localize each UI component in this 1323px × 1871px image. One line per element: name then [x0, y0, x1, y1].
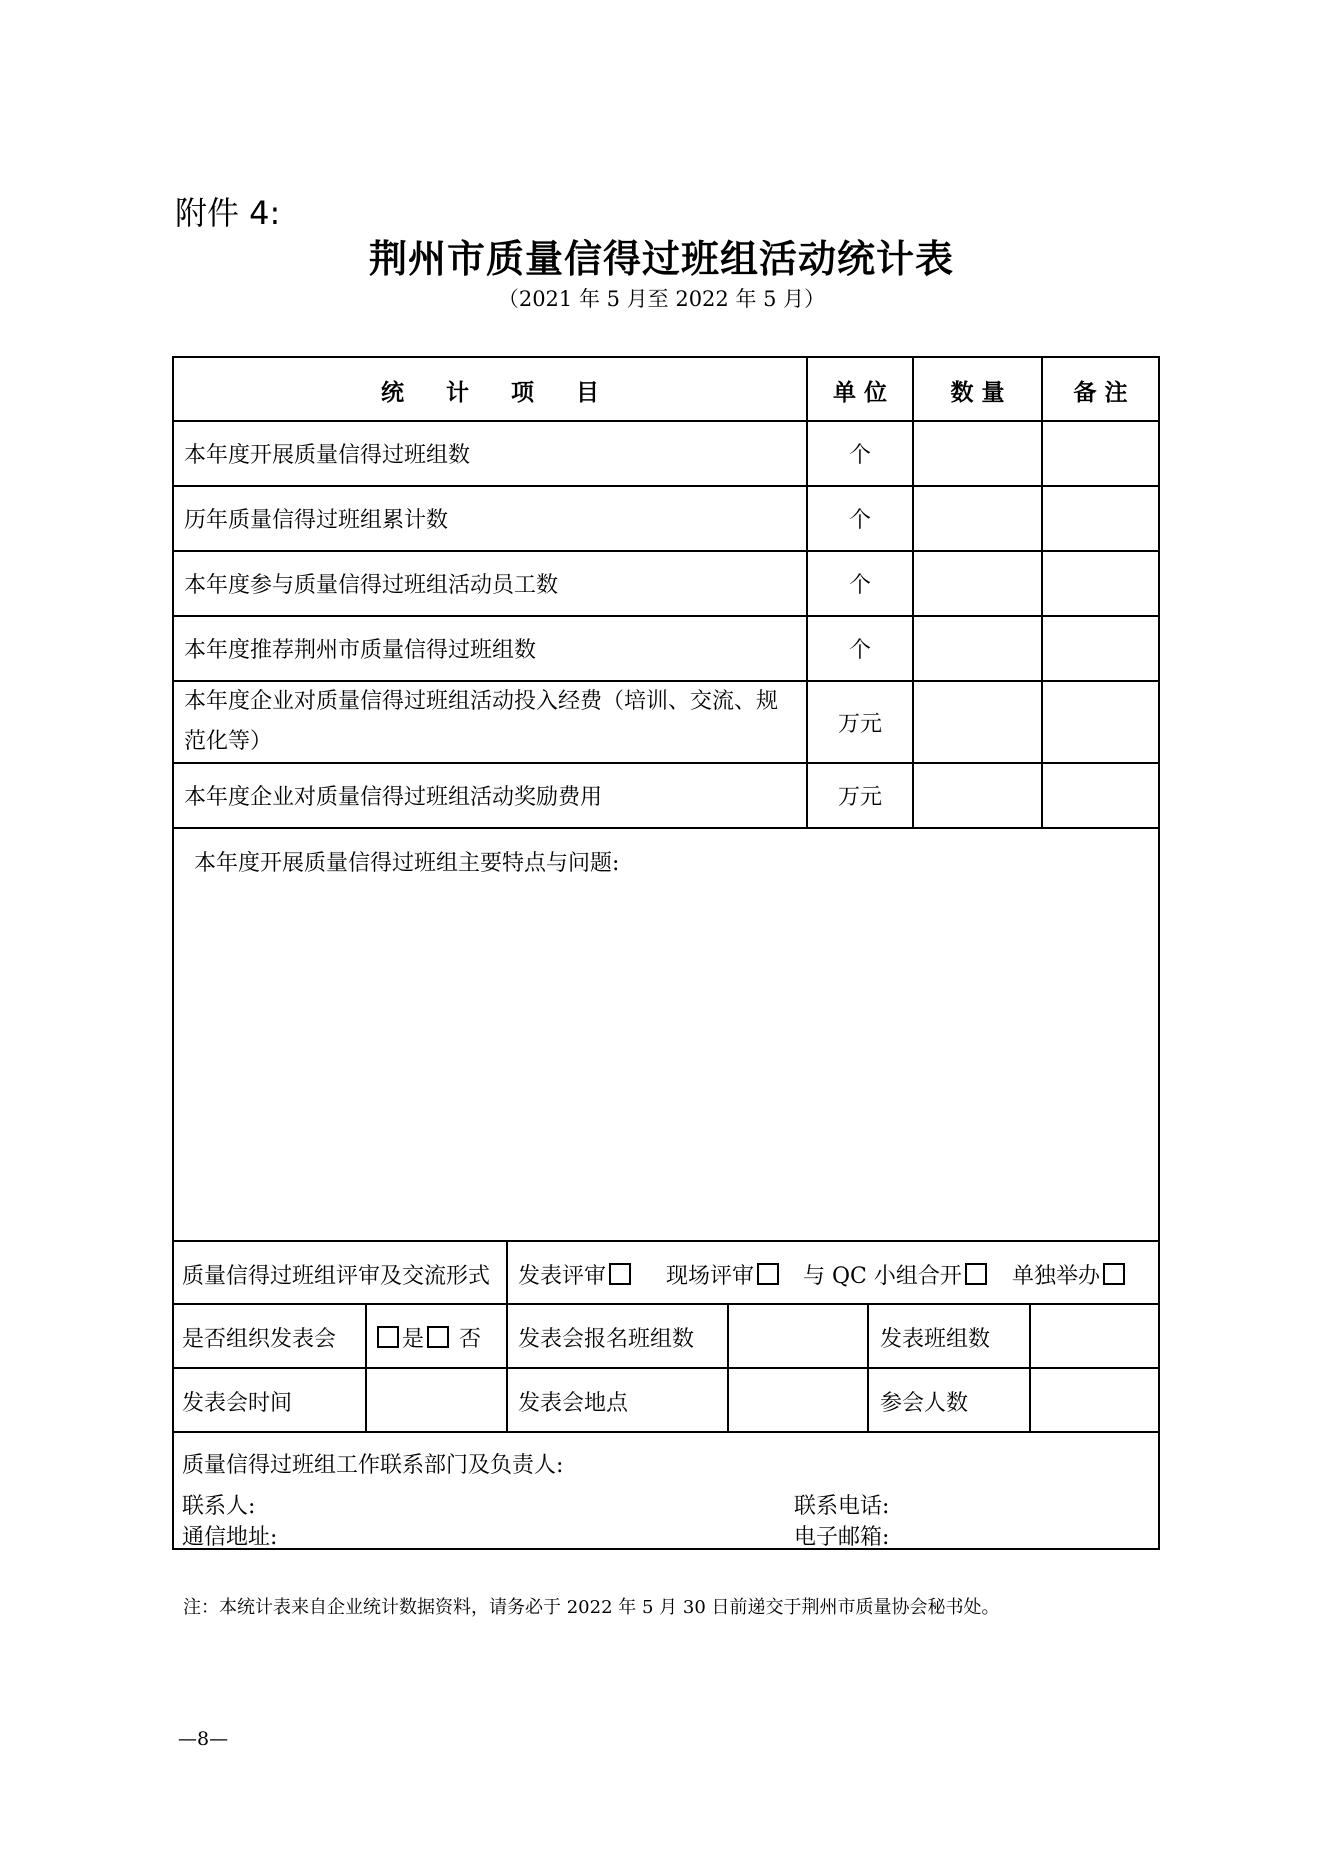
row-unit: 个	[848, 638, 871, 663]
row-item-label: 本年度企业对质量信得过班组活动奖励费用	[184, 785, 603, 810]
review-option	[1012, 1259, 1128, 1290]
column-divider	[1041, 356, 1043, 828]
document-subtitle: （2021 年 5 月至 2022 年 5 月）	[497, 287, 826, 311]
row-item-label: 历年质量信得过班组累计数	[184, 508, 449, 533]
page-number: —8—	[178, 1728, 229, 1750]
time-label: 发表会时间	[182, 1391, 293, 1416]
place-label: 发表会地点	[518, 1391, 629, 1416]
presented-label: 发表班组数	[880, 1327, 991, 1352]
row-item-label: 本年度推荐荆州市质量信得过班组数	[184, 638, 537, 663]
row-unit: 个	[848, 508, 871, 533]
row-unit: 个	[848, 443, 871, 468]
contact-person-label: 联系人:	[182, 1494, 256, 1519]
row-divider	[172, 1367, 1160, 1369]
column-divider	[365, 1303, 367, 1432]
row-divider	[172, 762, 1160, 764]
checkbox[interactable]	[757, 1263, 779, 1285]
column-divider	[1029, 1303, 1031, 1432]
checkbox-no[interactable]	[427, 1326, 449, 1348]
checkbox[interactable]	[965, 1263, 987, 1285]
header-item: 统计项目	[381, 380, 641, 406]
table-border-right	[1158, 356, 1160, 1550]
row-unit: 万元	[837, 785, 882, 810]
review-option-label: 单独举办	[1012, 1264, 1101, 1289]
row-item-label: 本年度开展质量信得过班组数	[184, 443, 471, 468]
table-border-left	[172, 356, 174, 1550]
contact-phone-label: 联系电话:	[794, 1494, 890, 1519]
table-border-bottom	[172, 1548, 1160, 1550]
contact-heading: 质量信得过班组工作联系部门及负责人:	[182, 1453, 564, 1478]
organize-label: 是否组织发表会	[182, 1327, 337, 1352]
row-divider	[172, 420, 1160, 422]
footnote: 注：本统计表来自企业统计数据资料，请务必于 2022 年 5 月 30 日前递交于荆州市质量协会秘书处。	[183, 1597, 1000, 1618]
row-unit: 万元	[837, 712, 882, 737]
statistics-table	[172, 356, 1160, 1550]
organize-yes-label: 是	[402, 1327, 425, 1352]
header-unit: 单 位	[832, 380, 887, 406]
review-option-label: 现场评审	[666, 1264, 755, 1289]
checkbox-yes[interactable]	[377, 1326, 399, 1348]
column-divider	[867, 1303, 869, 1432]
signup-label: 发表会报名班组数	[518, 1327, 695, 1352]
row-unit: 个	[848, 573, 871, 598]
row-item-label: 本年度企业对质量信得过班组活动投入经费（培训、交流、规范化等）	[184, 689, 779, 754]
contact-email-label: 电子邮箱:	[794, 1525, 890, 1550]
review-form-label: 质量信得过班组评审及交流形式	[182, 1264, 491, 1289]
document-title: 荆州市质量信得过班组活动统计表	[368, 236, 954, 281]
row-divider	[172, 615, 1160, 617]
row-item-label: 本年度参与质量信得过班组活动员工数	[184, 573, 559, 598]
review-option	[803, 1259, 990, 1290]
checkbox[interactable]	[1103, 1263, 1125, 1285]
attendees-label: 参会人数	[880, 1391, 969, 1416]
review-option	[518, 1259, 634, 1290]
row-divider	[172, 1303, 1160, 1305]
attachment-label: 附件 4:	[175, 194, 281, 232]
row-divider	[172, 485, 1160, 487]
checkbox[interactable]	[609, 1263, 631, 1285]
column-divider	[506, 1240, 508, 1432]
features-label: 本年度开展质量信得过班组主要特点与问题:	[194, 851, 620, 876]
row-divider	[172, 550, 1160, 552]
organize-options	[374, 1322, 481, 1353]
row-divider	[172, 1431, 1160, 1433]
row-divider	[172, 1240, 1160, 1242]
row-divider	[172, 827, 1160, 829]
review-option-label: 发表评审	[518, 1264, 607, 1289]
column-divider	[912, 356, 914, 828]
organize-no-label: 否	[459, 1327, 482, 1352]
column-divider	[727, 1303, 729, 1432]
header-remark: 备 注	[1073, 380, 1128, 406]
contact-address-label: 通信地址:	[182, 1525, 278, 1550]
table-border-top	[172, 356, 1160, 358]
review-option	[666, 1259, 782, 1290]
header-quantity: 数 量	[950, 380, 1005, 406]
review-option-label: 与 QC 小组合开	[803, 1264, 962, 1289]
